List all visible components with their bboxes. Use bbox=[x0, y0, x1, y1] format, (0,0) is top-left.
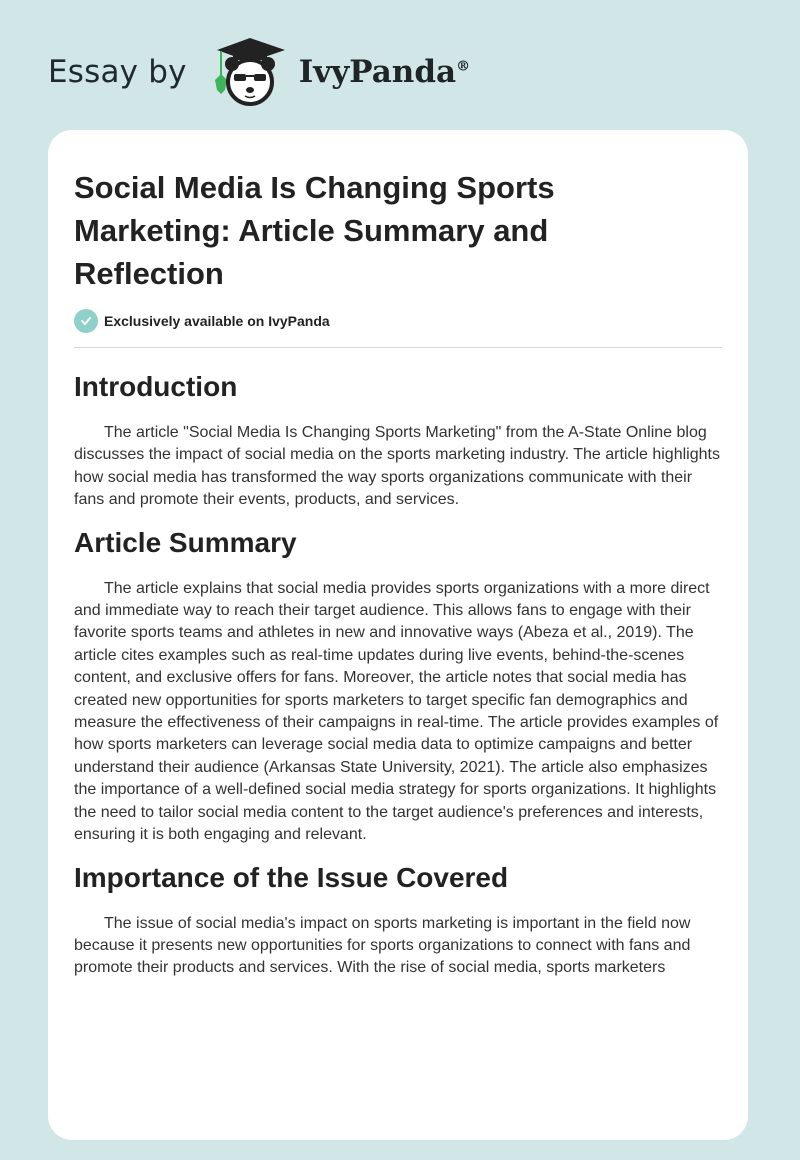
section-paragraph: The issue of social media's impact on sports marketing is important in the field now because it presents new opportunities for sports organizations to connect with fans and promote their products and services. With the rise of social media, sports marketers bbox=[74, 914, 691, 977]
section-paragraph: The article "Social Media Is Changing Sports Marketing" from the A-State Online blog discusses the impact of social media on the sports marketing industry. The article highlights how social media has transformed the way sports organizations communicate with their fans and promote their events, products, and services. bbox=[74, 424, 720, 509]
check-icon bbox=[74, 309, 98, 333]
ivypanda-logo-icon bbox=[207, 36, 293, 108]
section-paragraph: The article explains that social media provides sports organizations with a more direct and immediate way to reach their target audience. This allows fans to engage with their favorite sports teams and athletes in new and innovative ways (Abeza et al., 2019). The article cites examples such as real-time updates during live events, behind-the-scenes content, and exclusive offers for fans. Moreover, the article notes that social media has created new opportunities for sports marketers to target specific fan demographics and measure the effectiveness of their campaigns in real-time. The article provides examples of how sports marketers can leverage social media data to optimize campaigns and better understand their audience (Arkansas State University, 2021). The article also emphasizes the importance of a well-defined social media strategy for sports organizations. It highlights the need to tailor social media content to the target audience's preferences and interests, ensuring it is both engaging and relevant. bbox=[74, 579, 719, 844]
exclusive-badge bbox=[74, 309, 722, 333]
section-heading: Article Summary bbox=[74, 526, 297, 558]
badge-label: Exclusively available on IvyPanda bbox=[104, 313, 330, 329]
section-heading: Importance of the Issue Covered bbox=[74, 861, 509, 893]
brand-name: IvyPanda® bbox=[298, 54, 471, 90]
essay-by-label: Essay by bbox=[48, 54, 187, 90]
essay-card bbox=[48, 130, 748, 1140]
divider bbox=[74, 347, 722, 348]
page-title: Social Media Is Changing Sports Marketing: Article Summary and Reflection bbox=[74, 170, 555, 291]
section-heading: Introduction bbox=[74, 371, 238, 402]
brand-header bbox=[48, 36, 470, 108]
